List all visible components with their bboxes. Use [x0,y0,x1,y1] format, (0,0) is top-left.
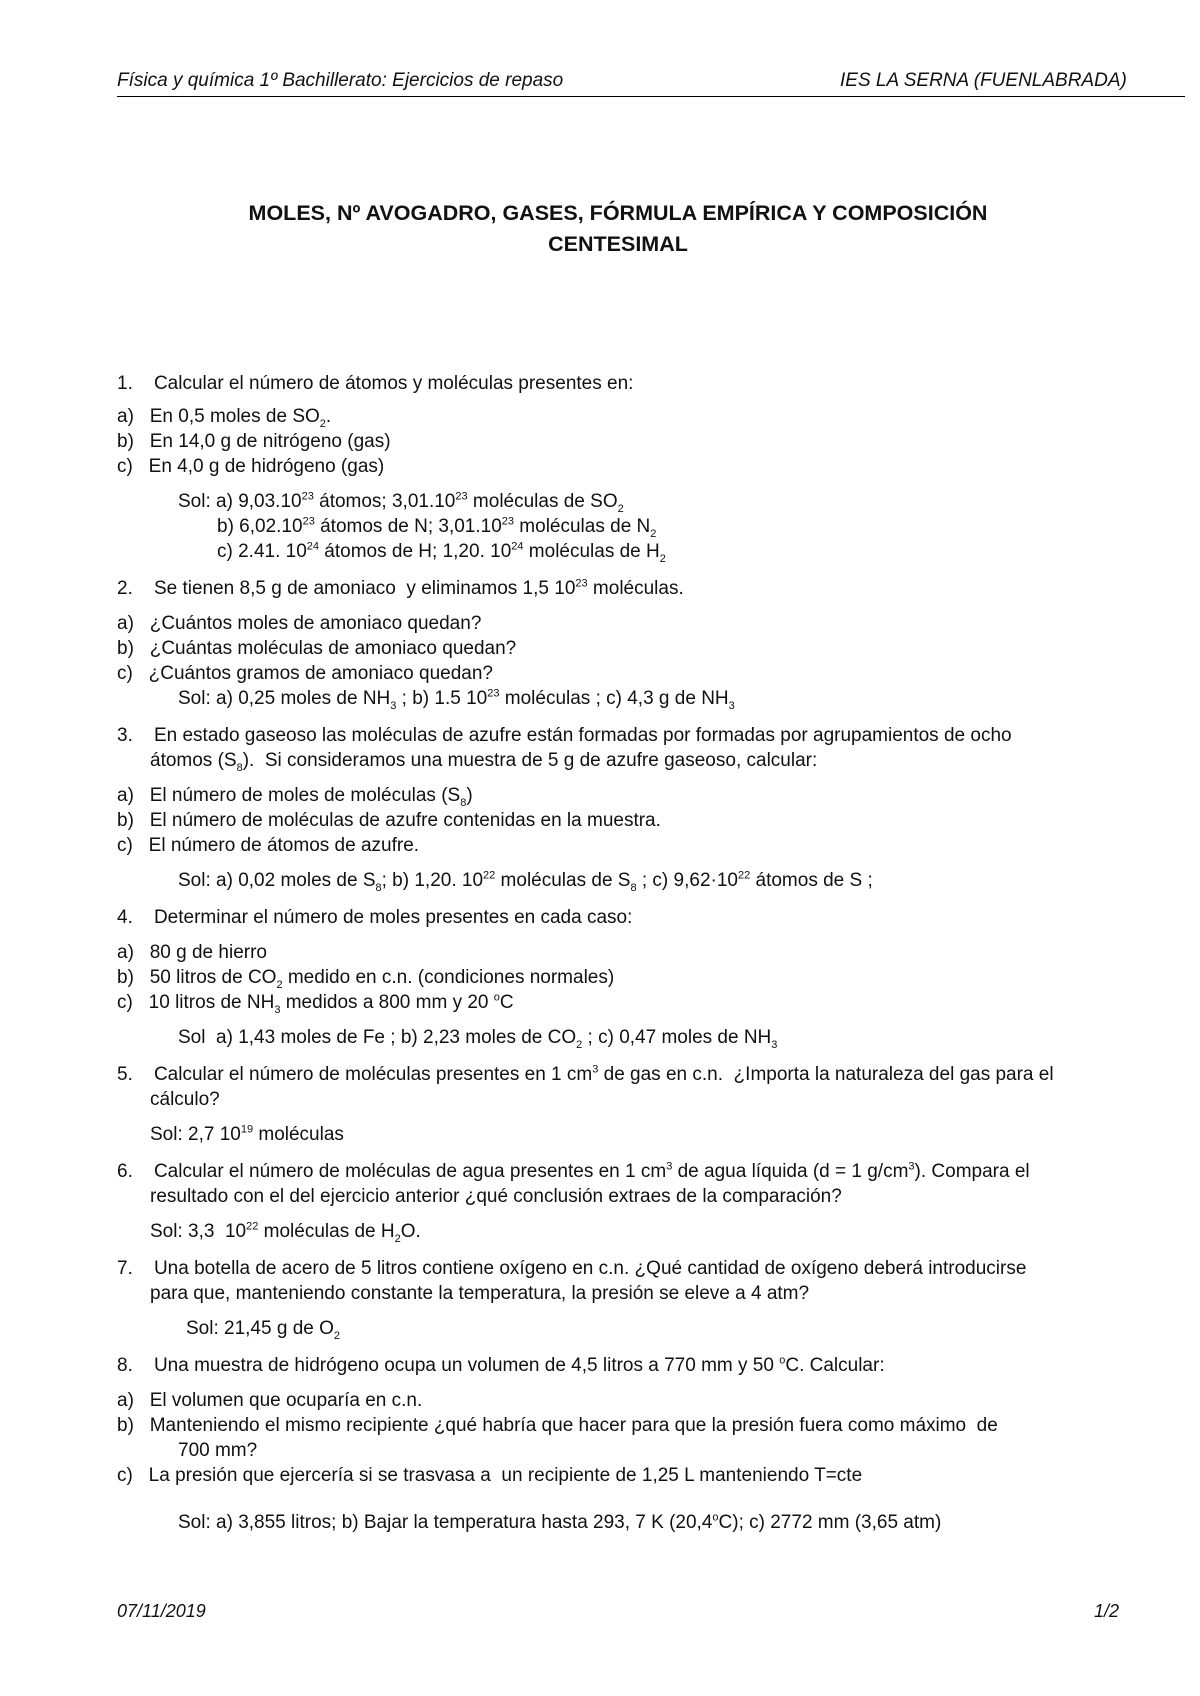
exercise-4-item-c: c) 10 litros de $NH_3$ medidos a 800 mm y 20 $^o$C [117,991,514,1016]
exercise-3-item-a: a) El número de moles de moléculas $(S_8)$ [117,785,473,809]
exercise-8-item-c: c) La presión que ejercería si se trasvasa a un recipiente de 1,25 L manteniendo T=cte [117,1465,863,1486]
exercise-2-item-b: b) ¿Cuántas moléculas de amoniaco quedan? [117,638,517,659]
exercise-5-prompt-cont: cálculo? [150,1089,220,1110]
exercise-3-prompt-cont: átomos $(S_8)$. Si consideramos una muestra de 5 g de azufre gaseoso, calcular: [150,750,818,774]
title-line-2: CENTESIMAL [548,232,688,256]
exercise-1-item-b: b) En 14,0 g de nitrógeno (gas) [117,431,391,452]
title-line-1: MOLES, Nº AVOGADRO, GASES, FÓRMULA EMPÍRICA Y COMPOSICIÓN [248,201,988,225]
exercise-1-item-a: a) En 0,5 moles de $SO_2$. [117,406,332,430]
exercise-8-item-b: b) Manteniendo el mismo recipiente ¿qué habría que hacer para que la presión fuera como máximo de [117,1415,998,1436]
exercise-3-prompt: 3. En estado gaseoso las moléculas de azufre están formadas por formadas por agrupamientos de ocho [117,725,1012,746]
exercise-8-solution: Sol: a) 3,855 litros; b) Bajar la temperatura hasta 293, 7 K (20,4$^o$C); c) 2772 mm (3,65 atm) [178,1511,942,1533]
exercise-7-prompt: 7. Una botella de acero de 5 litros contiene oxígeno en c.n. ¿Qué cantidad de oxígeno deberá introducirse [117,1258,1027,1279]
exercise-4-prompt: 4. Determinar el número de moles presentes en cada caso: [117,907,633,928]
exercise-6-solution: Sol: 3,3 $10^{22}$ moléculas de $H_2O$. [150,1220,421,1245]
exercise-8-item-a: a) El volumen que ocuparía en c.n. [117,1390,423,1411]
exercise-1-prompt: 1. Calcular el número de átomos y moléculas presentes en: [117,373,634,394]
exercise-8-item-b-cont: 700 mm? [178,1440,258,1461]
exercise-2-item-a: a) ¿Cuántos moles de amoniaco quedan? [117,613,482,634]
document-title [117,198,1119,260]
exercise-2-prompt: 2. Se tienen 8,5 g de amoniaco y eliminamos 1,5 $10^{23}$ moléculas. [117,577,684,599]
exercise-3-item-c: c) El número de átomos de azufre. [117,835,420,856]
exercise-5-solution: Sol: 2,7 $10^{19}$ moléculas [150,1123,344,1145]
exercise-3-item-b: b) El número de moléculas de azufre contenidas en la muestra. [117,810,661,831]
exercise-1-item-c: c) En 4,0 g de hidrógeno (gas) [117,456,385,477]
exercise-1-solution-c: c) 2.41. $10^{24}$ átomos de H; 1,20. $10^{24}$ moléculas de $H_2$ [217,540,666,565]
exercise-4-solution: Sol a) 1,43 moles de Fe ; b) 2,23 moles de $CO_2$ ; c) 0,47 moles de $NH_3$ [178,1027,778,1051]
exercise-4-item-b: b) 50 litros de $CO_2$ medido en c.n. (condiciones normales) [117,967,615,991]
exercise-2-solution: Sol: a) 0,25 moles de $NH_3$ ; b) 1.5 $10^{23}$ moléculas ; c) 4,3 g de $NH_3$ [178,687,735,712]
exercise-3-solution: Sol: a) 0,02 moles de $S_8$; b) 1,20. $10^{22}$ moléculas de $S_8$ ; c) $9,62\cdot 10^{22}$ átomos de S ; [178,869,873,894]
exercise-1-solution-b: b) 6,02.10$^{23}$ átomos de N; 3,01.10$^{23}$ moléculas de $N_2$ [217,515,657,540]
exercise-7-prompt-cont: para que, manteniendo constante la temperatura, la presión se eleve a 4 atm? [150,1283,810,1304]
exercise-6-prompt: 6. Calcular el número de moléculas de agua presentes en 1 $cm^3$ de agua líquida (d = 1 $g/cm^3$). Compara el [117,1160,1030,1182]
exercise-4-item-a: a) 80 g de hierro [117,942,267,963]
exercise-6-prompt-cont: resultado con el del ejercicio anterior ¿qué conclusión extraes de la comparación? [150,1186,842,1207]
footer-page-number: 1/2 [1094,1601,1120,1621]
header-school: IES LA SERNA (FUENLABRADA) [840,70,1127,91]
footer-date: 07/11/2019 [117,1601,206,1621]
page-header [117,70,1185,97]
exercise-8-prompt: 8. Una muestra de hidrógeno ocupa un volumen de 4,5 litros a 770 mm y 50 $^o$C. Calcular: [117,1354,885,1376]
exercise-7-solution: Sol: 21,45 g de $O_2$ [186,1318,341,1342]
exercise-2-item-c: c) ¿Cuántos gramos de amoniaco quedan? [117,663,493,684]
header-course: Física y química 1º Bachillerato: Ejercicios de repaso [117,70,564,91]
exercise-1-solution-a: Sol: a) 9,03.10$^{23}$ átomos; 3,01.10$^{23}$ moléculas de $SO_2$ [178,490,624,515]
exercise-5-prompt: 5. Calcular el número de moléculas presentes en 1 $cm^3$ de gas en c.n. ¿Importa la naturaleza del gas para el [117,1063,1054,1085]
